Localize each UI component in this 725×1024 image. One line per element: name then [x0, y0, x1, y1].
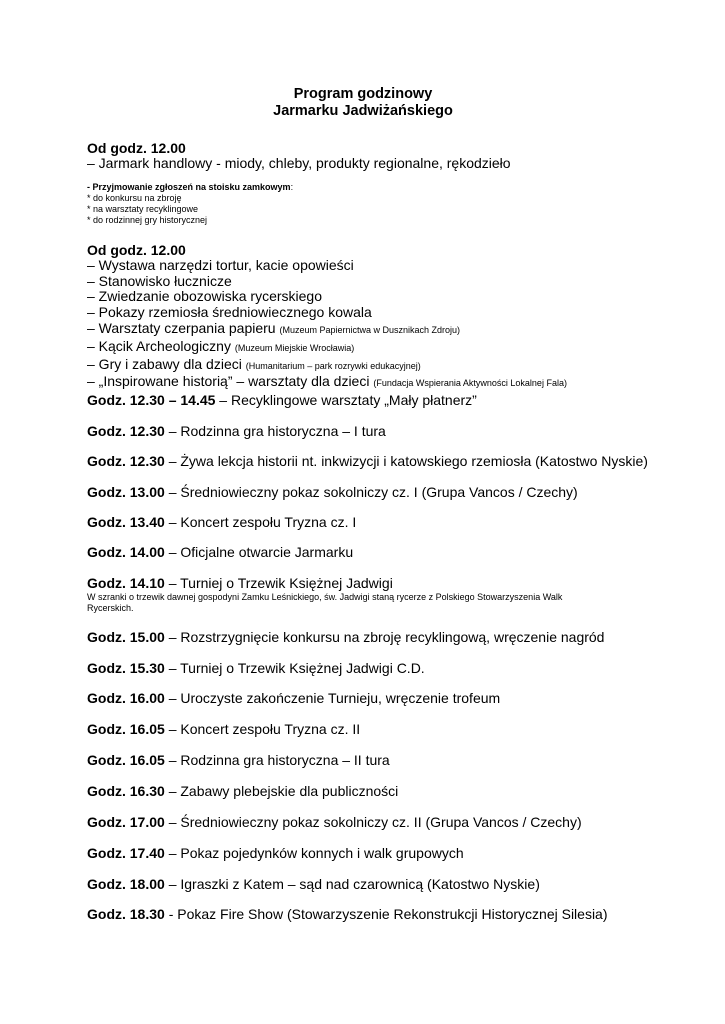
- entry-desc: – Turniej o Trzewik Księżnej Jadwigi C.D.: [164, 660, 425, 676]
- schedule-entry: [87, 423, 386, 439]
- schedule-entry: [87, 514, 356, 530]
- entry-time: Godz. 12.30: [87, 453, 165, 469]
- schedule-entry: [87, 629, 604, 645]
- section1-heading: Od godz. 12.00: [87, 140, 186, 156]
- entry-desc: – Rodzinna gra historyczna – I tura: [164, 423, 386, 439]
- line-text: – Warsztaty czerpania papieru: [87, 319, 276, 336]
- entry-desc: – Turniej o Trzewik Księżnej Jadwigi: [164, 575, 393, 591]
- entry-time: Godz. 15.30: [87, 660, 165, 676]
- entry-desc: – Recyklingowe warsztaty „Mały płatnerz”: [215, 392, 477, 408]
- entry-time: Godz. 16.05: [87, 721, 165, 737]
- entry-time: Godz. 12.30: [87, 423, 165, 439]
- entry-desc: – Zabawy plebejskie dla publiczności: [164, 783, 399, 799]
- schedule-entry: [87, 544, 353, 560]
- registration-header: - Przyjmowanie zgłoszeń na stoisku zamkowym: [87, 181, 291, 192]
- registration-item: * do konkursu na zbroję: [87, 192, 182, 203]
- line-note: (Muzeum Miejskie Wrocławia): [234, 342, 355, 353]
- schedule-entry: [87, 876, 540, 892]
- entry-desc: - Pokaz Fire Show (Stowarzyszenie Rekonstrukcji Historycznej Silesia): [164, 906, 608, 922]
- entry-desc: – Koncert zespołu Tryzna cz. II: [164, 721, 361, 737]
- entry-time: Godz. 16.30: [87, 783, 165, 799]
- section1-line: – Jarmark handlowy - miody, chleby, produkty regionalne, rękodzieło: [87, 155, 511, 171]
- line-text: – Zwiedzanie obozowiska rycerskiego: [87, 288, 322, 305]
- entry-desc: – Średniowieczny pokaz sokolniczy cz. II (Grupa Vancos / Czechy): [164, 814, 582, 830]
- entry-time: Godz. 15.00: [87, 629, 165, 645]
- section2-heading: Od godz. 12.00: [87, 241, 186, 258]
- entry-desc: – Pokaz pojedynków konnych i walk grupowych: [164, 845, 464, 861]
- entry-time: Godz. 17.40: [87, 845, 165, 861]
- entry-desc: – Rozstrzygnięcie konkursu na zbroję recyklingową, wręczenie nagród: [164, 629, 605, 645]
- registration-item: * na warsztaty recyklingowe: [87, 203, 199, 214]
- line-note: (Humanitarium – park rozrywki edukacyjnej): [245, 360, 421, 371]
- entry-time: Godz. 12.30 – 14.45: [87, 392, 216, 408]
- entry-desc: – Oficjalne otwarcie Jarmarku: [164, 544, 354, 560]
- turniej-note: W szranki o trzewik dawnej gospodyni Zamku Leśnickiego, św. Jadwigi staną rycerze z Polskiego Stowarzyszenia Walk Rycerskich.: [87, 592, 563, 613]
- schedule-entry: [87, 845, 464, 861]
- schedule-entry: [87, 906, 608, 922]
- line-note: (Muzeum Papiernictwa w Dusznikach Zdroju): [279, 324, 461, 335]
- title-line-1: Program godzinowy: [293, 86, 433, 102]
- line-text: – Stanowisko łucznicze: [87, 272, 232, 289]
- line-note: (Fundacja Wspierania Aktywności Lokalnej Fala): [373, 378, 567, 389]
- line-text: – „Inspirowane historią” – warsztaty dla dzieci: [87, 373, 370, 390]
- entry-time: Godz. 14.00: [87, 544, 165, 560]
- entry-time: Godz. 18.30: [87, 906, 165, 922]
- title-line-2: Jarmarku Jadwiżańskiego: [273, 103, 453, 119]
- entry-time: Godz. 14.10: [87, 575, 165, 591]
- schedule-entry: [87, 721, 360, 737]
- line-text: – Wystawa narzędzi tortur, kacie opowieści: [87, 256, 354, 273]
- line-text: – Gry i zabawy dla dzieci: [87, 355, 242, 372]
- entry-desc: – Igraszki z Katem – sąd nad czarownicą (Katostwo Nyskie): [164, 876, 540, 892]
- entry-time: Godz. 18.00: [87, 876, 165, 892]
- registration-colon: :: [290, 181, 294, 192]
- schedule-entry: [87, 752, 390, 768]
- entry-time: Godz. 16.05: [87, 752, 165, 768]
- schedule-entry: [87, 690, 500, 706]
- entry-time: Godz. 17.00: [87, 814, 165, 830]
- entry-time: Godz. 13.40: [87, 514, 165, 530]
- schedule-entry: [87, 660, 425, 676]
- registration-item: * do rodzinnej gry historycznej: [87, 214, 208, 225]
- schedule-entry: [87, 484, 578, 500]
- entry-desc: – Koncert zespołu Tryzna cz. I: [164, 514, 357, 530]
- entry-desc: – Średniowieczny pokaz sokolniczy cz. I (Grupa Vancos / Czechy): [164, 484, 578, 500]
- entry-desc: – Uroczyste zakończenie Turnieju, wręczenie trofeum: [164, 690, 501, 706]
- schedule-entry: [87, 453, 648, 469]
- entry-desc: – Żywa lekcja historii nt. inkwizycji i katowskiego rzemiosła (Katostwo Nyskie): [164, 453, 648, 469]
- entry-time: Godz. 16.00: [87, 690, 165, 706]
- entry-time: Godz. 13.00: [87, 484, 165, 500]
- schedule: [87, 0, 707, 1024]
- schedule-entry: [87, 783, 398, 799]
- line-text: – Pokazy rzemiosła średniowiecznego kowala: [87, 304, 372, 321]
- line-text: – Kącik Archeologiczny: [87, 337, 231, 354]
- schedule-entry: [87, 575, 393, 591]
- schedule-entry: [87, 392, 477, 408]
- schedule-entry: [87, 814, 582, 830]
- entry-desc: – Rodzinna gra historyczna – II tura: [164, 752, 390, 768]
